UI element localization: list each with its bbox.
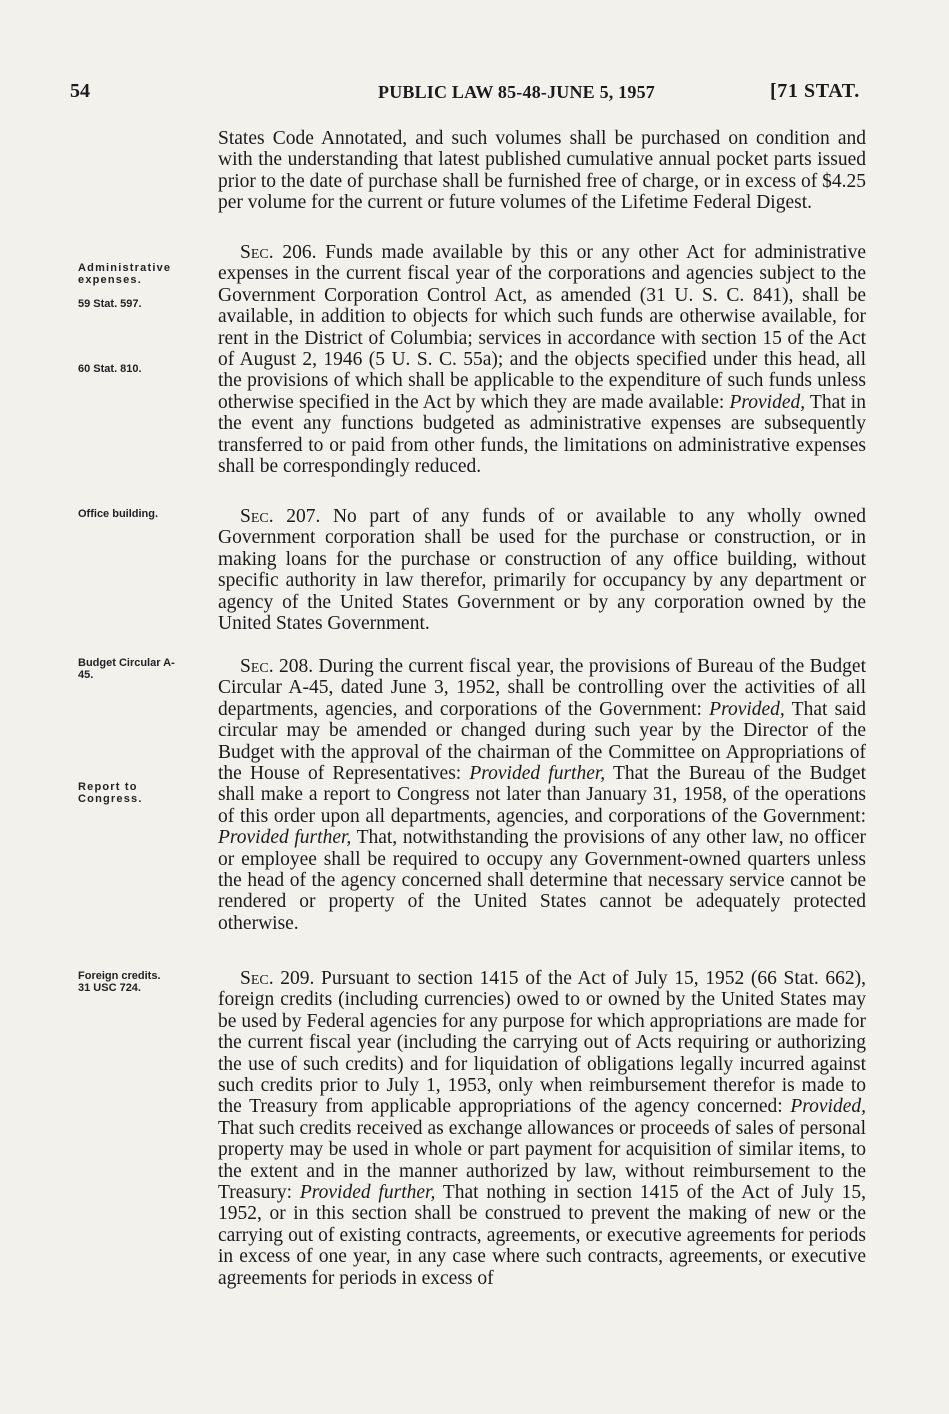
section-208-text: That the Bureau of the Budget shall make a report to Congress not later than January 31, 1958, of the operations of this order upon all departments, agencies, and corporations of the Government:: [218, 763, 866, 827]
volume-reference: [71 STAT.: [770, 80, 860, 102]
margin-note-budget-circular: Budget Circular A-45.: [78, 657, 175, 681]
section-206-label: Sec. 206.: [240, 242, 317, 263]
proviso: Provided,: [729, 391, 806, 413]
section-209-text: That nothing in section 1415 of the Act of July 15, 1952, or in this section shall be construed to prevent the making of new or the carrying out of existing contracts, agreements, or executive agreements for periods in excess of one year, in any case where such contracts, agreements, or executive agreements for periods in excess of: [218, 1182, 867, 1289]
proviso: Provided further,: [299, 1182, 436, 1204]
section-208-label: Sec. 208.: [240, 656, 314, 677]
section-206: [218, 242, 866, 477]
proviso: Provided,: [790, 1096, 866, 1118]
margin-note-text: Report to Congress.: [78, 781, 143, 805]
section-209-text: Pursuant to section 1415 of the Act of July 15, 1952 (66 Stat. 662), foreign credits (including currencies) owed to or owned by the United States may be used by Federal agencies for any purpose for which appropriations are made for the current fiscal year (including the carrying out of Acts requiring or authorizing the use of such credits) and for liquidation of obligations legally incurred against such credits prior to July 1, 1953, only when reimbursement therefor is made to the Treasury from applicable appropriations of the agency concerned:: [218, 968, 866, 1118]
continuation-paragraph: States Code Annotated, and such volumes shall be purchased on condition and with the understanding that latest published cumulative annual pocket parts issued prior to the date of purchase shall be furnished free of charge, or in excess of $4.25 per volume for the current or future volumes of the Lifetime Federal Digest.: [218, 128, 866, 214]
section-209: [218, 968, 866, 1289]
section-207-text: No part of any funds of or available to any wholly owned Government corporation shall be used for the purchase or construction, or in making loans for the purchase or construction of any office building, without specific authority in law therefor, primarily for occupancy by any department or agency of the United States Government or by any corporation owned by the United States Government.: [218, 506, 866, 635]
margin-note-31-usc-724: 31 USC 724.: [78, 982, 141, 994]
proviso: Provided further,: [218, 827, 352, 849]
running-head: PUBLIC LAW 85-48-JUNE 5, 1957: [378, 82, 655, 102]
margin-note-text: Administrative expenses.: [78, 262, 172, 286]
section-206-text: Funds made available by this or any other Act for administrative expenses in the current fiscal year of the corporations and agencies subject to the Government Corporation Control Act, as amended (31 U. S. C. 841), shall be available, in addition to objects for which such funds are otherwise available, for rent in the District of Columbia; services in accordance with section 15 of the Act of August 2, 1946 (5 U. S. C. 55a); and the objects specified under this head, all the provisions of which shall be applicable to the expenditure of such funds unless otherwise specified in the Act by which they are made available:: [218, 242, 866, 413]
section-209-label: Sec. 209.: [240, 968, 315, 989]
margin-note-office-building: Office building.: [78, 508, 159, 520]
margin-note-60-stat-810: 60 Stat. 810.: [78, 363, 142, 375]
section-208-text: During the current fiscal year, the provisions of Bureau of the Budget Circular A-45, dated June 3, 1952, shall be controlling over the activities of all departments, agencies, and corporations of the Government:: [218, 656, 866, 720]
section-209-text: That such credits received as exchange allowances or proceeds of sales of personal property may be used in whole or part payment for acquisition of similar items, to the extent and in the manner authorized by law, without reimbursement to the Treasury:: [218, 1117, 866, 1204]
section-207-label: Sec. 207.: [240, 506, 321, 527]
section-207: [218, 506, 866, 634]
proviso: Provided further,: [469, 763, 606, 785]
margin-note-administrative-expenses: [78, 262, 208, 286]
margin-note-59-stat-597: 59 Stat. 597.: [78, 298, 142, 310]
margin-note-report-to-congress: [78, 781, 188, 805]
section-208-text: That said circular may be amended or changed during such year by the Director of the Budget with the approval of the chairman of the Committee on Appropriations of the House of Representatives:: [218, 698, 867, 785]
proviso: Provided,: [709, 698, 785, 720]
margin-note-foreign-credits-label: Foreign credits.: [78, 970, 161, 982]
section-208: [218, 656, 866, 934]
section-208-text: That, notwithstanding the provisions of any other law, no officer or employee shall be required to occupy any Government-owned quarters unless the head of the agency concerned shall determine that necessary service cannot be rendered or property of the United States cannot be adequately protected otherwise.: [218, 827, 866, 934]
page-number: 54: [70, 80, 90, 102]
section-206-text: That in the event any functions budgeted as administrative expenses are subsequently transferred to or paid from other funds, the limitations on administrative expenses shall be correspondingly reduced.: [218, 391, 866, 478]
margin-note-foreign-credits: [78, 970, 208, 994]
